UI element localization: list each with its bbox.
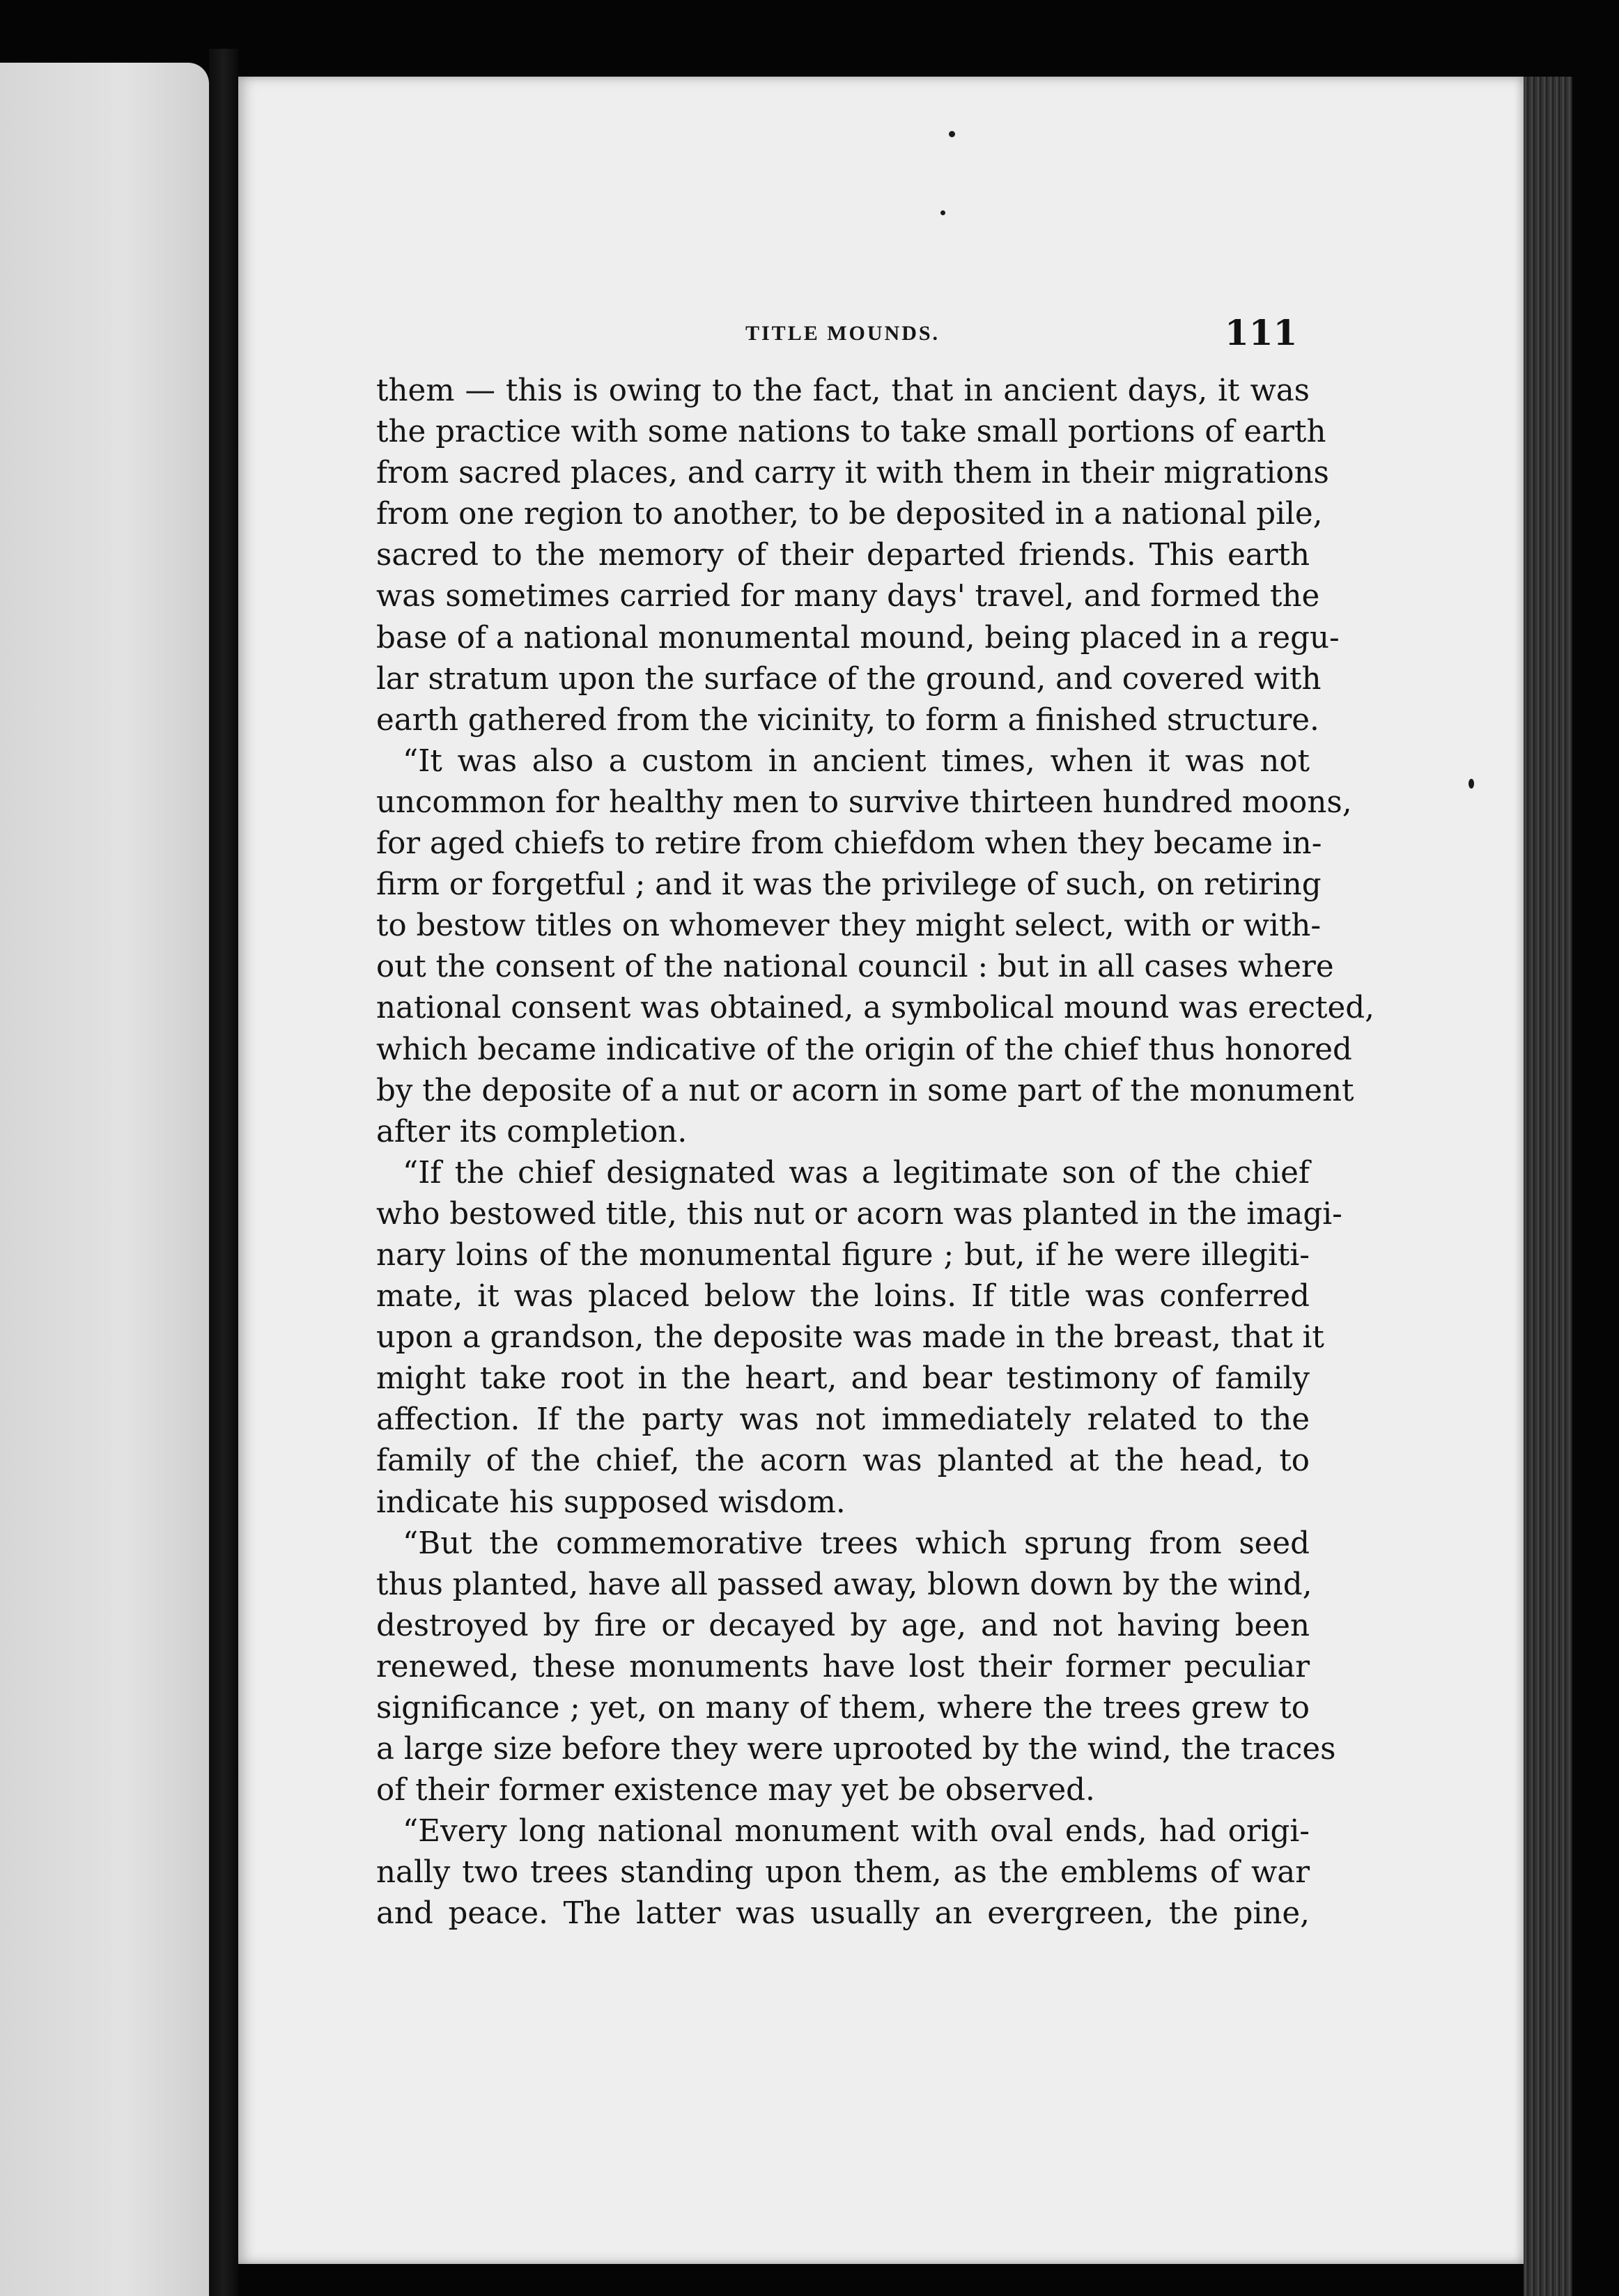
text-line: them — this is owing to the fact, that in ancient days, it was bbox=[376, 373, 1310, 408]
text-line: mate, it was placed below the loins. If title was conferred bbox=[376, 1279, 1310, 1314]
body-text bbox=[376, 371, 1374, 1935]
text-line: after its completion. bbox=[376, 1114, 688, 1149]
text-line: for aged chiefs to retire from chiefdom when they became in- bbox=[376, 826, 1322, 862]
text-line: significance ; yet, on many of them, where the trees grew to bbox=[376, 1691, 1310, 1725]
text-line: the practice with some nations to take small portions of earth bbox=[376, 414, 1326, 450]
page-edge-stack bbox=[1524, 77, 1572, 2296]
text-line: sacred to the memory of their departed friends. This earth bbox=[376, 538, 1310, 573]
text-line: who bestowed title, this nut or acorn was planted in the imagi- bbox=[376, 1196, 1342, 1232]
text-line: might take root in the heart, and bear testimony of family bbox=[376, 1361, 1310, 1397]
text-line: base of a national monumental mound, being placed in a regu- bbox=[376, 620, 1340, 656]
text-line: and peace. The latter was usually an evergreen, the pine, bbox=[376, 1896, 1310, 1932]
running-head: TITLE MOUNDS. bbox=[745, 322, 940, 345]
book-gutter bbox=[209, 49, 238, 2296]
text-line: to bestow titles on whomever they might select, with or with- bbox=[376, 908, 1322, 944]
text-line: from sacred places, and carry it with them in their migrations bbox=[376, 456, 1329, 491]
scan-speck bbox=[1469, 779, 1474, 789]
text-line: “But the commemorative trees which sprung from seed bbox=[403, 1526, 1310, 1561]
text-line: indicate his supposed wisdom. bbox=[376, 1484, 846, 1520]
text-line: lar stratum upon the surface of the ground, and covered with bbox=[376, 661, 1322, 697]
text-line: by the deposite of a nut or acorn in some part of the monument bbox=[376, 1073, 1354, 1108]
text-line: nally two trees standing upon them, as the emblems of war bbox=[376, 1855, 1310, 1891]
text-line: from one region to another, to be deposited in a national pile, bbox=[376, 497, 1323, 532]
text-line: was sometimes carried for many days' travel, and formed the bbox=[376, 579, 1320, 614]
text-line: renewed, these monuments have lost their former peculiar bbox=[376, 1649, 1310, 1684]
facing-page-edge bbox=[0, 63, 209, 2296]
text-line: upon a grandson, the deposite was made in the breast, that it bbox=[376, 1320, 1324, 1356]
text-line: “If the chief designated was a legitimate son of the chief bbox=[403, 1155, 1310, 1190]
scan-speck bbox=[940, 210, 945, 215]
text-line: firm or forgetful ; and it was the privilege of such, on retiring bbox=[376, 867, 1322, 903]
text-line: affection. If the party was not immediately related to the bbox=[376, 1402, 1310, 1438]
text-line: family of the chief, the acorn was planted at the head, to bbox=[376, 1443, 1310, 1479]
text-line: thus planted, have all passed away, blown down by the wind, bbox=[376, 1567, 1312, 1602]
text-line: “Every long national monument with oval ends, had origi- bbox=[403, 1814, 1310, 1849]
scan-speck bbox=[949, 131, 955, 137]
text-line: national consent was obtained, a symbolical mound was erected, bbox=[376, 991, 1374, 1026]
text-line: nary loins of the monumental figure ; but, if he were illegiti- bbox=[376, 1237, 1310, 1273]
text-line: of their former existence may yet be observed. bbox=[376, 1773, 1095, 1808]
text-line: out the consent of the national council : but in all cases where bbox=[376, 949, 1334, 985]
text-line: destroyed by fire or decayed by age, and not having been bbox=[376, 1608, 1310, 1643]
text-line: uncommon for healthy men to survive thirteen hundred moons, bbox=[376, 784, 1352, 820]
page-number: 111 bbox=[1225, 312, 1298, 353]
text-line: which became indicative of the origin of the chief thus honored bbox=[376, 1032, 1352, 1067]
text-line: “It was also a custom in ancient times, when it was not bbox=[403, 743, 1310, 779]
text-line: earth gathered from the vicinity, to form a finished structure. bbox=[376, 702, 1319, 738]
text-line: a large size before they were uprooted by the wind, the traces bbox=[376, 1732, 1336, 1767]
